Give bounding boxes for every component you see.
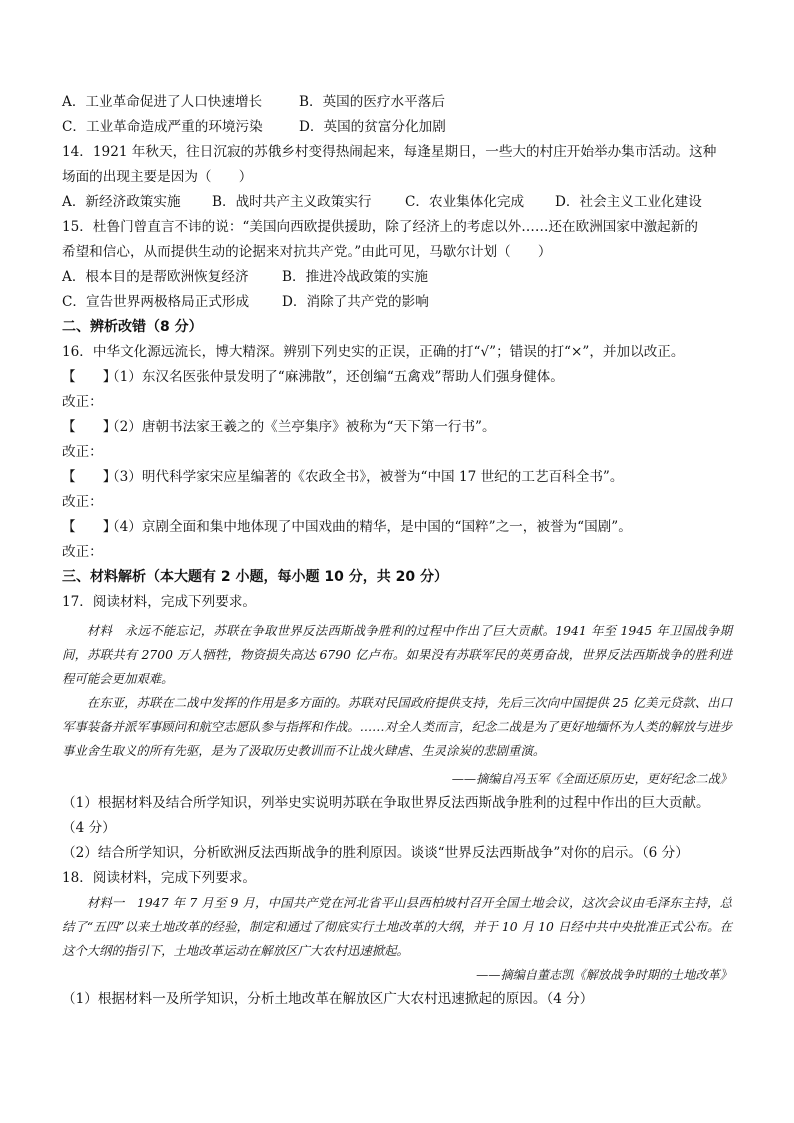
answer-bracket[interactable]: 【 】 bbox=[62, 519, 117, 535]
answer-bracket[interactable]: 【 】 bbox=[62, 469, 117, 485]
q15-option-c: C．宣告世界两极格局正式形成 bbox=[62, 294, 250, 310]
q16-item-2-text: （2）唐朝书法家王羲之的《兰亭集序》被称为“天下第一行书”。 bbox=[106, 419, 496, 435]
q16-correction-1: 改正： bbox=[62, 394, 103, 410]
q17-stem: 17．阅读材料，完成下列要求。 bbox=[62, 594, 257, 610]
q16-item-3 bbox=[62, 465, 732, 490]
q13-option-a: A．工业革命促进了人口快速增长 bbox=[62, 94, 263, 110]
q18-requirement-1: （1）根据材料一及所学知识，分析土地改革在解放区广大农村迅速掀起的原因。（4 分） bbox=[62, 991, 594, 1007]
q14-option-b: B．战时共产主义政策实行 bbox=[212, 194, 372, 210]
q16-item-4 bbox=[62, 515, 732, 540]
q18-stem: 18．阅读材料，完成下列要求。 bbox=[62, 870, 257, 886]
answer-bracket[interactable]: 【 】 bbox=[62, 419, 117, 435]
q17-requirement-1: （1）根据材料及结合所学知识，列举史实说明苏联在争取世界反法西斯战争胜利的过程中作出的巨大贡献。 bbox=[62, 795, 710, 811]
q16-item-3-text: （3）明代科学家宋应星编著的《农政全书》，被誉为“中国 17 世纪的工艺百科全书”。 bbox=[106, 469, 624, 485]
q16-item-1-text: （1）东汉名医张仲景发明了“麻沸散”，还创编“五禽戏”帮助人们强身健体。 bbox=[106, 369, 564, 385]
q13-options-row-1 bbox=[62, 90, 732, 115]
q16-item-4-text: （4）京剧全面和集中地体现了中国戏曲的精华，是中国的“国粹”之一，被誉为“国剧”。 bbox=[106, 519, 632, 535]
q13-option-d: D．英国的贫富分化加剧 bbox=[299, 119, 446, 135]
q16-item-1 bbox=[62, 365, 732, 390]
q14-stem-line-2: 场面的出现主要是因为（ ） bbox=[62, 169, 253, 185]
q16-stem: 16．中华文化源远流长，博大精深。辨别下列史实的正误，正确的打“√”；错误的打“×”，并加以改正。 bbox=[62, 344, 685, 360]
q14-option-d: D．社会主义工业化建设 bbox=[555, 194, 702, 210]
q13-option-b: B．英国的医疗水平落后 bbox=[299, 94, 445, 110]
q17-material-paragraph-1: 材料 永远不能忘记，苏联在争取世界反法西斯战争胜利的过程中作出了巨大贡献。1941 年至 1945 年卫国战争期间，苏联共有 2700 万人牺牲，物资损失高达 6790 亿卢布。如果没有苏联军民的英勇奋战，世界反法西斯战争的胜利进程可能会更加艰难。 bbox=[62, 623, 732, 686]
q18-source-citation: ——摘编自董志凯《解放战争时期的土地改革》 bbox=[476, 968, 732, 982]
section-2-title: 二、辨析改错（8 分） bbox=[62, 319, 203, 335]
q18-material-1: 材料一 1947 年 7 月至 9 月，中国共产党在河北省平山县西柏坡村召开全国土地会议，这次会议由毛泽东主持，总结了“五四”以来土地改革的经验，制定和通过了彻底实行土地改革的大纲，并于 10 月 10 日经中共中央批准正式公布。在这个大纲的指引下，土地改革运动在解放区广大农村迅速掀起。 bbox=[62, 895, 732, 958]
q14-options bbox=[62, 190, 732, 215]
q14-option-c: C．农业集体化完成 bbox=[405, 194, 525, 210]
answer-bracket[interactable]: 【 】 bbox=[62, 369, 117, 385]
q15-options-row-1 bbox=[62, 265, 732, 290]
q16-item-2 bbox=[62, 415, 732, 440]
section-3-title: 三、材料解析（本大题有 2 小题，每小题 10 分，共 20 分） bbox=[62, 569, 448, 585]
q13-option-c: C．工业革命造成严重的环境污染 bbox=[62, 119, 263, 135]
q17-requirement-2: （2）结合所学知识，分析欧洲反法西斯战争的胜利原因。谈谈“世界反法西斯战争”对你的启示。（6 分） bbox=[62, 845, 689, 861]
q15-option-d: D．消除了共产党的影响 bbox=[282, 294, 429, 310]
q15-options-row-2 bbox=[62, 290, 732, 315]
q14-stem-line-1: 14．1921 年秋天，往日沉寂的苏俄乡村变得热闹起来，每逢星期日，一些大的村庄开始举办集市活动。这种 bbox=[62, 144, 717, 160]
q17-material-paragraph-2: 在东亚，苏联在二战中发挥的作用是多方面的。苏联对民国政府提供支持，先后三次向中国提供 25 亿美元贷款、出口军事装备并派军事顾问和航空志愿队参与指挥和作战。……对全人类而言，纪念二战是为了更好地缅怀为人类的解放与进步事业舍生取义的所有先驱，是为了汲取历史教训而不让战火肆虐、生灵涂炭的悲剧重演。 bbox=[62, 695, 732, 758]
q15-option-a: A．根本目的是帮欧洲恢复经济 bbox=[62, 269, 249, 285]
q14-option-a: A．新经济政策实施 bbox=[62, 194, 181, 210]
q15-option-b: B．推进冷战政策的实施 bbox=[282, 269, 428, 285]
q13-options-row-2 bbox=[62, 115, 732, 140]
q15-stem-line-2: 希望和信心，从而提供生动的论据来对抗共产党。”由此可见，马歇尔计划（ ） bbox=[62, 244, 552, 260]
q16-correction-2: 改正： bbox=[62, 444, 103, 460]
q16-correction-3: 改正： bbox=[62, 494, 103, 510]
exam-page bbox=[62, 90, 732, 1012]
q17-source-citation: ——摘编自冯玉军《全面还原历史，更好纪念二战》 bbox=[451, 772, 732, 786]
q15-stem-line-1: 15．杜鲁门曾直言不讳的说：“美国向西欧提供援助，除了经济上的考虑以外……还在欧洲国家中激起新的 bbox=[62, 219, 698, 235]
q17-requirement-1-score: （4 分） bbox=[62, 820, 116, 836]
q16-correction-4: 改正： bbox=[62, 544, 103, 560]
